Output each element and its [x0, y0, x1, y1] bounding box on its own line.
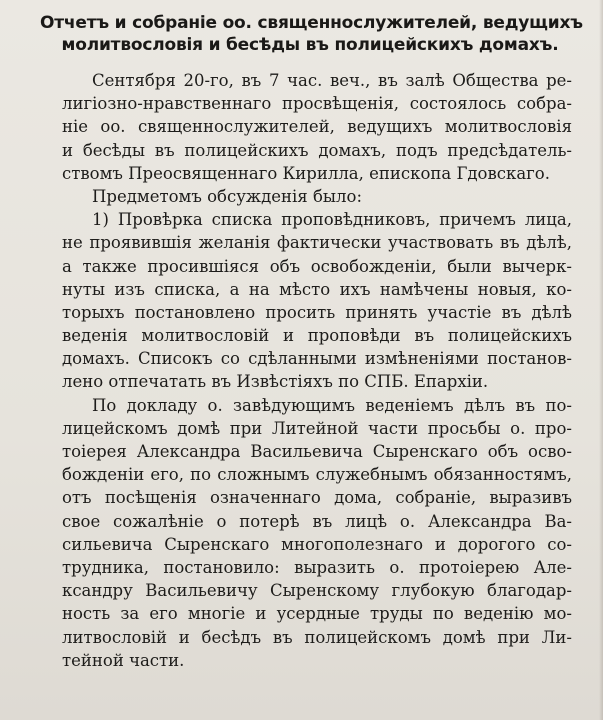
text-line: 1) Провѣрка списка проповѣдниковъ, причемъ лица, — [92, 210, 572, 230]
text-line: лигіозно-нравственнаго просвѣщенія, состоялось собра- — [62, 94, 572, 114]
text-line: отъ посѣщенія означеннаго дома, собраніе, выразивъ — [62, 488, 572, 508]
document-body — [62, 69, 572, 672]
text-line: тейной части. — [62, 650, 185, 670]
document-title — [40, 12, 583, 56]
text-line: Предметомъ обсужденія было: — [92, 186, 363, 206]
text-line: ксандру Васильевичу Сыренскому глубокую благодар- — [62, 581, 572, 601]
text-line: литвословій и бесѣдъ въ полицейскомъ домѣ при Ли- — [62, 627, 572, 647]
text-line: торыхъ постановлено просить принять участіе въ дѣлѣ — [62, 302, 572, 322]
text-line: ніе оо. священнослужителей, ведущихъ молитвословія — [62, 117, 572, 137]
text-line: сильевича Сыренскаго многополезнаго и дорогого со- — [62, 534, 572, 554]
title-line: Отчетъ и собраніе оо. священнослужителей, ведущихъ — [40, 13, 583, 33]
page-edge-shadow — [599, 0, 603, 720]
text-line: не проявившія желанія фактически участвовать въ дѣлѣ, — [62, 233, 572, 253]
text-line: лено отпечатать въ Извѣстіяхъ по СПБ. Епархіи. — [62, 372, 489, 392]
text-line: ность за его многіе и усердные труды по веденію мо- — [62, 604, 572, 624]
text-line: веденія молитвословій и проповѣди въ полицейскихъ — [62, 326, 572, 346]
text-line: тоіерея Александра Васильевича Сыренскаго объ осво- — [62, 442, 572, 461]
text-line: По докладу о. завѣдующимъ веденіемъ дѣлъ въ по- — [92, 395, 572, 415]
text-line: трудника, постановило: выразить о. протоіерею Але- — [62, 557, 572, 577]
text-line: нуты изъ списка, а на мѣсто ихъ намѣчены новыя, ко- — [62, 279, 572, 299]
text-line: домахъ. Списокъ со сдѣланными измѣненіями постанов- — [62, 349, 572, 369]
title-line: молитвословія и бесѣды въ полицейскихъ домахъ. — [61, 35, 559, 55]
text-line: ствомъ Преосвященнаго Кирилла, епископа Гдовскаго. — [62, 163, 550, 183]
text-line: свое сожалѣніе о потерѣ въ лицѣ о. Александра Ва- — [62, 511, 572, 531]
text-line: Сентября 20-го, въ 7 час. веч., въ залѣ Общества ре- — [92, 71, 572, 90]
text-line: а также просившіяся объ освобожденіи, были вычерк- — [62, 256, 572, 276]
text-line: лицейскомъ домѣ при Литейной части просьбы о. про- — [62, 418, 572, 438]
text-line: божденіи его, по сложнымъ служебнымъ обязанностямъ, — [62, 465, 572, 485]
text-line: и бесѣды въ полицейскихъ домахъ, подъ предсѣдатель- — [62, 140, 572, 160]
